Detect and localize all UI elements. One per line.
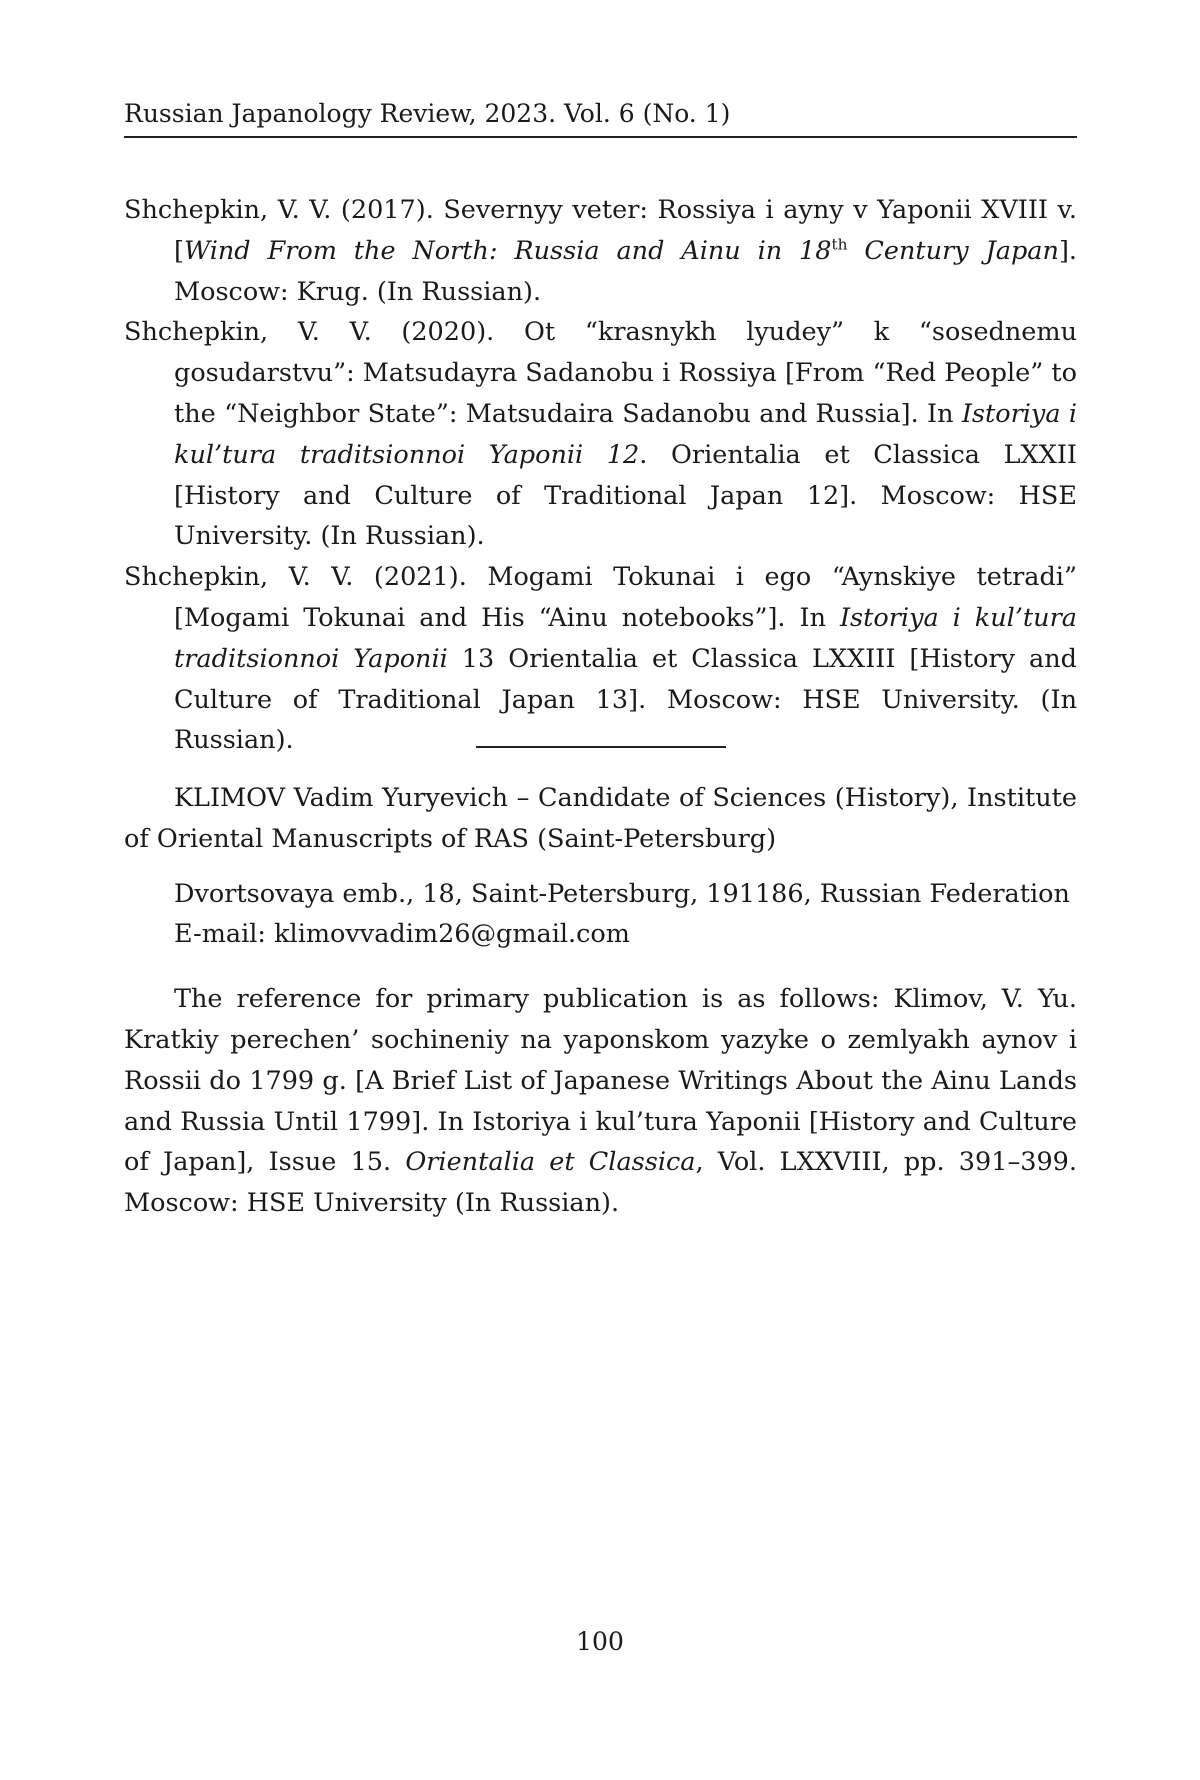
reference-title-italic: Istoriya i kul’tura traditsionnoi Yaponii 12 bbox=[174, 398, 1078, 470]
author-email: E-mail: klimovvadim26@gmail.com bbox=[174, 919, 630, 950]
author-contact bbox=[124, 874, 1077, 956]
author-bio: KLIMOV Vadim Yuryevich – Candidate of Sciences (History), Institute of Oriental Manuscripts of RAS (Saint-Petersburg) bbox=[124, 783, 1077, 854]
superscript-ordinal: th bbox=[831, 235, 848, 254]
reference-title-italic: Istoriya i kul’tura traditsionnoi Yaponii bbox=[174, 602, 1077, 674]
primary-publication-note bbox=[124, 979, 1077, 1224]
reference-text: Shchepkin, V. V. (2017). Severnyy veter: Rossiya i ayny v Yaponii XVIII v. [ bbox=[124, 195, 1077, 266]
reference-text: ]. Moscow: Krug. (In Russian). bbox=[174, 235, 1077, 307]
running-header: Russian Japanology Review, 2023. Vol. 6 (No. 1) bbox=[124, 96, 1077, 138]
author-info bbox=[124, 778, 1077, 1249]
publication-text: , Vol. LXXVIII, pp. 391–399. Moscow: HSE University (In Russian). bbox=[124, 1147, 1077, 1219]
reference-text: . Orientalia et Classica LXXII [History and Culture of Traditional Japan 12]. Moscow: HSE University. (In Russian). bbox=[174, 439, 1077, 552]
section-separator-rule bbox=[476, 746, 726, 748]
publication-text: The reference for primary publication is as follows: Klimov, V. Yu. Kratkiy perechen’ sochineniy na yaponskom yazyke o zemlyakh aynov i Rossii do 1799 g. [A Brief List of Japanese Writings About the Ainu Lands and Russia Until 1799]. In Istoriya i kul’tura Yaponii [History and Culture of Japan], Issue 15. bbox=[124, 984, 1077, 1178]
reference-title-italic: Century Japan bbox=[847, 235, 1059, 266]
page-number: 100 bbox=[576, 1627, 624, 1656]
reference-entry bbox=[124, 312, 1077, 557]
reference-text: Shchepkin, V. V. (2021). Mogami Tokunai i ego “Aynskiye tetradi” [Mogami Tokunai and His “Ainu notebooks”]. In bbox=[124, 562, 1077, 633]
reference-entry bbox=[124, 557, 1077, 761]
reference-list bbox=[124, 190, 1077, 761]
reference-title-italic: Wind From the North: Russia and Ainu in 18 bbox=[183, 235, 832, 266]
reference-text: 13 Orientalia et Classica LXXIII [History and Culture of Traditional Japan 13]. Moscow: HSE University. (In Russian). bbox=[174, 643, 1077, 756]
author-address: Dvortsovaya emb., 18, Saint-Petersburg, 191186, Russian Federation bbox=[174, 878, 1070, 909]
reference-text: Shchepkin, V. V. (2020). Ot “krasnykh lyudey” k “sosednemu gosudarstvu”: Matsudayra Sadanobu i Rossiya [From “Red People” to the “Neighbor State”: Matsudaira Sadanobu and Russia]. In bbox=[124, 317, 1077, 429]
reference-entry bbox=[124, 190, 1077, 312]
publication-series-italic: Orientalia et Classica bbox=[405, 1147, 696, 1178]
